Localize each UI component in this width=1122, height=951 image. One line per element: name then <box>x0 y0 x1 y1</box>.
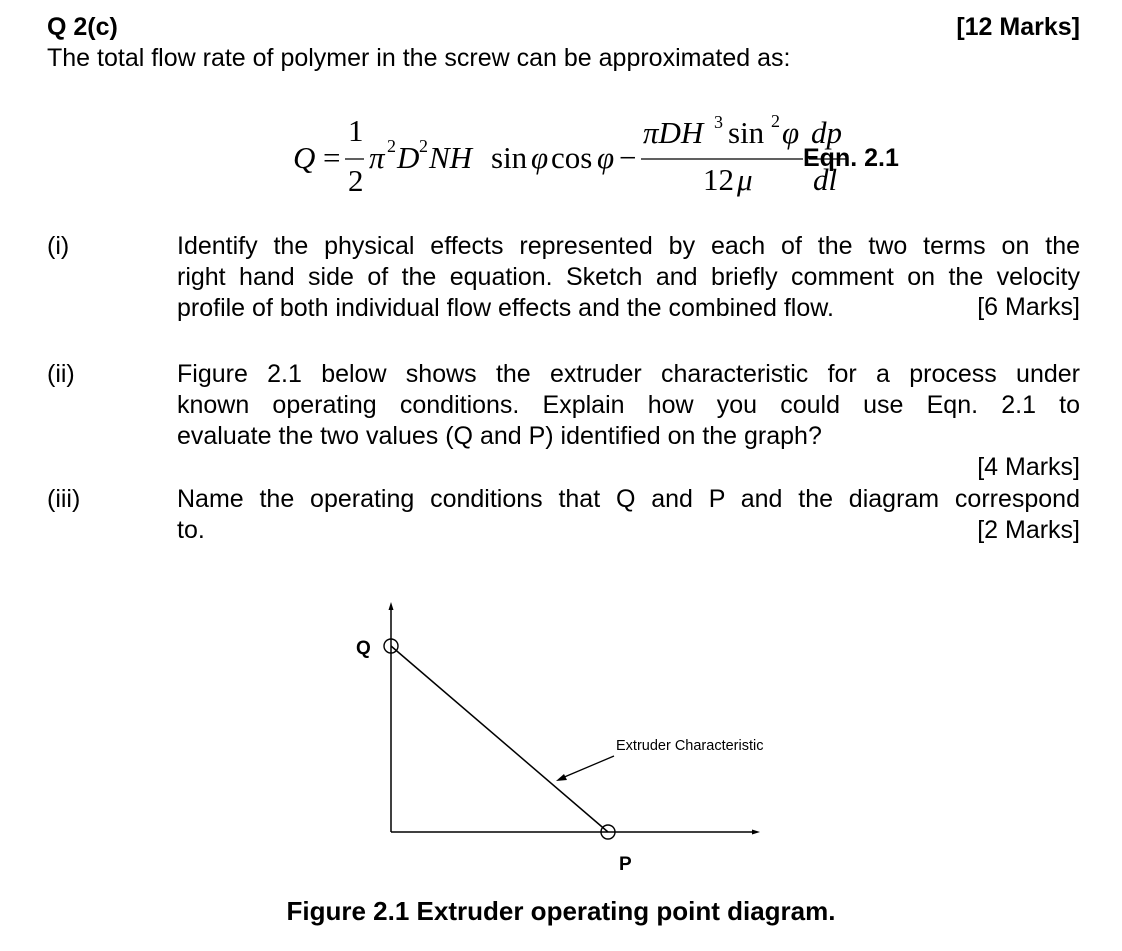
extruder-characteristic-line <box>391 646 608 832</box>
part-iii-numeral: (iii) <box>47 485 81 513</box>
equation-label: Eqn. 2.1 <box>803 144 899 172</box>
part-ii-numeral: (ii) <box>47 360 75 388</box>
part-ii-text <box>177 359 1080 452</box>
eq-cos: cos <box>551 140 593 175</box>
y-axis-arrowhead <box>389 602 394 610</box>
part-i-marks: [6 Marks] <box>977 293 1080 321</box>
part-ii-marks: [4 Marks] <box>977 453 1080 481</box>
eq-frac2-num-sin: sin <box>728 115 765 150</box>
part-iii-text <box>177 484 1080 546</box>
part-i-numeral: (i) <box>47 232 70 260</box>
eq-d-exp: 2 <box>419 136 428 156</box>
part-ii-line-3: evaluate the two values (Q and P) identified on the graph? <box>177 422 822 450</box>
x-axis-arrowhead <box>752 830 760 835</box>
eq-q: Q <box>293 140 316 175</box>
eq-frac2-phi: φ <box>782 115 800 150</box>
part-iii-line-1: Name the operating conditions that Q and P and the diagram correspond <box>177 485 1080 513</box>
label-pointer-arrowhead <box>556 774 567 781</box>
eq-dl: dl <box>813 162 838 197</box>
part-iii-marks: [2 Marks] <box>977 516 1080 544</box>
figure-caption: Figure 2.1 Extruder operating point diagram. <box>286 896 836 926</box>
part-i-line-3: profile of both individual flow effects and the combined flow. <box>177 294 834 322</box>
part-i-line-2: right hand side of the equation. Sketch and briefly comment on the velocity <box>177 263 1080 291</box>
eq-frac2-num-a: πDH <box>643 115 704 150</box>
question-number: Q 2(c) <box>47 13 118 41</box>
eq-phi-1: φ <box>531 140 549 175</box>
eq-d: D <box>397 140 420 175</box>
eq-frac1-num: 1 <box>348 113 364 148</box>
eq-pi: π <box>369 140 385 175</box>
part-ii-line-2: known operating conditions. Explain how you could use Eqn. 2.1 to <box>177 391 1080 419</box>
eq-mu: μ <box>737 162 753 197</box>
total-marks: [12 Marks] <box>956 13 1080 41</box>
question-intro: The total flow rate of polymer in the screw can be approximated as: <box>47 44 791 72</box>
extruder-operating-point-diagram <box>340 590 800 890</box>
part-ii-line-1: Figure 2.1 below shows the extruder characteristic for a process under <box>177 360 1080 388</box>
eq-frac2-exp2: 2 <box>771 111 780 131</box>
part-i-text <box>177 231 1080 324</box>
eq-frac1-den: 2 <box>348 163 364 198</box>
extruder-characteristic-label: Extruder Characteristic <box>616 738 764 754</box>
eq-frac2-exp3: 3 <box>714 112 723 132</box>
eq-equals: = <box>323 140 341 175</box>
part-iii-line-2: to. <box>177 516 205 544</box>
p-axis-label: P <box>619 854 632 875</box>
eq-pi-exp: 2 <box>387 136 396 156</box>
eq-frac2-den: 12 <box>703 162 734 197</box>
label-pointer-line <box>562 756 614 778</box>
eq-sin: sin <box>491 140 528 175</box>
q-axis-label: Q <box>356 638 371 659</box>
eq-phi-2: φ <box>597 140 615 175</box>
eq-minus: − <box>619 140 637 175</box>
eq-dp: dp <box>811 115 842 150</box>
part-i-line-1: Identify the physical effects represented by each of the two terms on the <box>177 232 1080 260</box>
eq-nh: NH <box>429 140 473 175</box>
